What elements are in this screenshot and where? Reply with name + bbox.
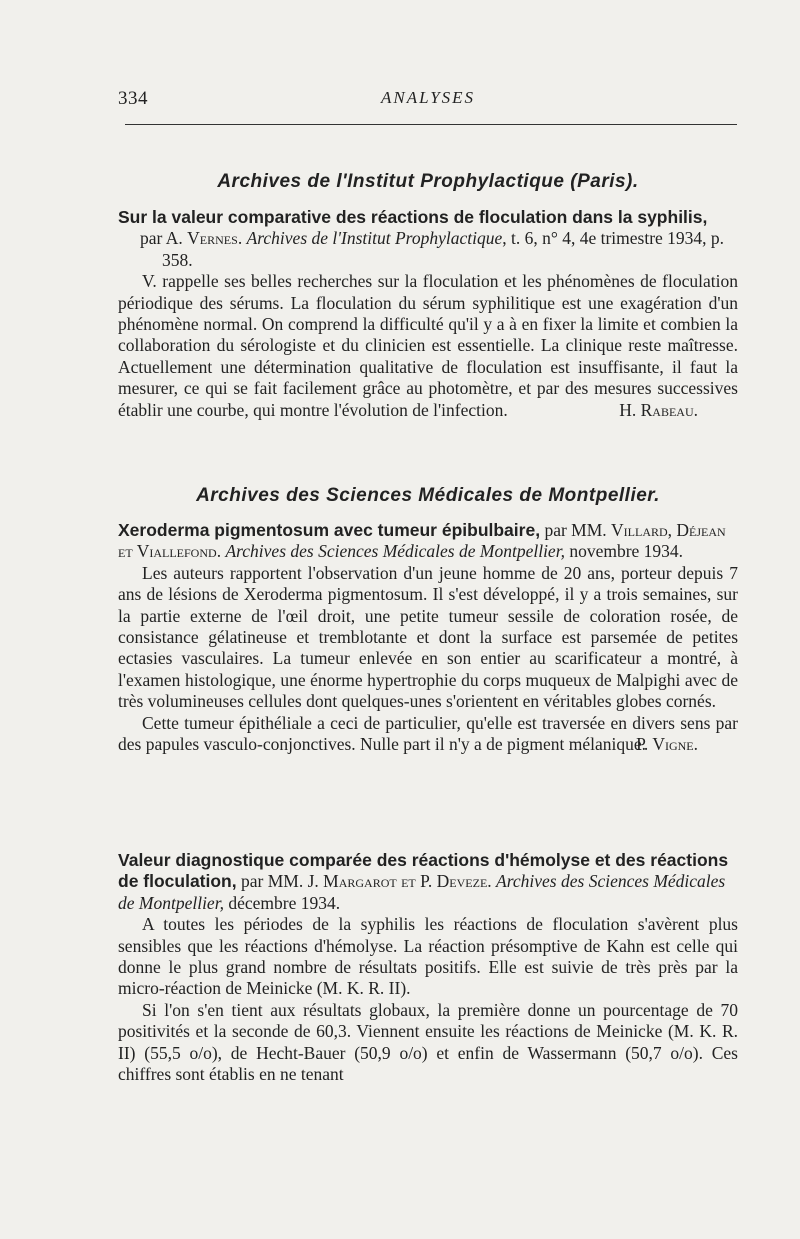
ref-suffix: novembre 1934. [564, 541, 684, 562]
ref-journal: Archives des Sciences Médicales de Montpellier, [118, 871, 726, 913]
ref-author: Margarot et P. Deveze [323, 871, 488, 892]
article-heading [118, 850, 738, 914]
journal-heading: Archives de l'Institut Prophylactique (Paris). [217, 171, 639, 192]
article-title: Xeroderma pigmentosum avec tumeur épibulbaire, [118, 520, 541, 540]
article-title: Sur la valeur comparative des réactions de floculation dans la syphilis, [118, 207, 708, 227]
ref-prefix: par MM. [540, 520, 612, 540]
ref-suffix: décembre 1934. [223, 892, 341, 913]
article-reference [140, 228, 738, 271]
article-heading [118, 520, 738, 563]
article [118, 850, 738, 1085]
journal-heading: Archives des Sciences Médicales de Montpellier. [196, 485, 660, 506]
ref-author: Villard, Déjean et Viallefond [118, 520, 726, 562]
ref-suffix: , t. 6, n° 4, 4e trimestre 1934, p. 358. [162, 228, 725, 270]
article-paragraph: Si l'on s'en tient aux résultats globaux, la première donne un pourcentage de 70 positivités et la seconde de 60,3. Viennent ensuite les réactions de Meinicke (M. K. R. II) (55,5 o/o), de Hecht-Bauer (50,9 o/o) et enfin de Wassermann (50,7 o/o). Ces chiffres sont établis en ne tenant [118, 999, 738, 1085]
article [118, 207, 738, 421]
ref-prefix: par MM. J. [236, 871, 324, 892]
article-heading [118, 207, 738, 228]
ref-author: Vernes [187, 228, 238, 249]
ref-sep: . [237, 228, 247, 249]
page-header [118, 88, 738, 112]
ref-sep: . [487, 871, 497, 892]
article-paragraph: Les auteurs rapportent l'observation d'un jeune homme de 20 ans, porteur depuis 7 ans de lésions de Xeroderma pigmentosum. Il s'est développé, il y a trois semaines, sur la partie externe de l'œil droit, une petite tumeur sessile de coloration rosée, de consistance gélatineuse et tremblotante et dont la surface est parsemée de petites ectasies vasculaires. La tumeur enlevée en son entier au scarificateur a montré, à l'examen histologique, une énorme hypertrophie du corps muqueux de Malpighi avec de très volumineuses cellules dont quelques-unes s'orientent en véritables globes cornés. [118, 562, 738, 712]
article-title: Valeur diagnostique comparée des réactions d'hémolyse et des réactions de floculation, [118, 850, 729, 892]
ref-sep: . [216, 541, 226, 562]
ref-journal: Archives de l'Institut Prophylactique [246, 228, 503, 249]
running-head: ANALYSES [380, 88, 476, 107]
article [118, 520, 738, 755]
article-signature: P. Vigne. [636, 734, 698, 755]
article-paragraph: A toutes les périodes de la syphilis les réactions de floculation s'avèrent plus sensibles que les réactions d'hémolyse. La réaction présomptive de Kahn est celle qui donne le plus grand nombre de résultats positifs. Elle est suivie de très près par la micro-réaction de Meinicke (M. K. R. II). [118, 914, 738, 999]
page-number: 334 [118, 88, 148, 109]
article-paragraph: Cette tumeur épithéliale a ceci de particulier, qu'elle est traversée en divers sens par des papules vasculo-conjonctives. Nulle part il n'y a de pigment mélanique. [118, 712, 738, 755]
header-rule [125, 124, 737, 125]
article-signature: H. Rabeau. [619, 399, 698, 420]
article-paragraph: V. rappelle ses belles recherches sur la floculation et les phénomènes de floculation périodique des sérums. La floculation du sérum syphilitique est une exagération d'un phénomène normal. On comprend la difficulté qu'il y a à en fixer la limite et combien la collaboration du sérologiste et du clinicien est essentielle. La clinique reste maîtresse. Actuellement une détermination qualitative de floculation est insuffisante, il faut la mesurer, ce qui se fait facilement grâce au photomètre, et par des mesures successives établir une courbe, qui montre l'évolution de l'infection. [118, 271, 738, 420]
ref-prefix: par A. [140, 228, 188, 249]
ref-journal: Archives des Sciences Médicales de Montpellier, [225, 541, 565, 562]
